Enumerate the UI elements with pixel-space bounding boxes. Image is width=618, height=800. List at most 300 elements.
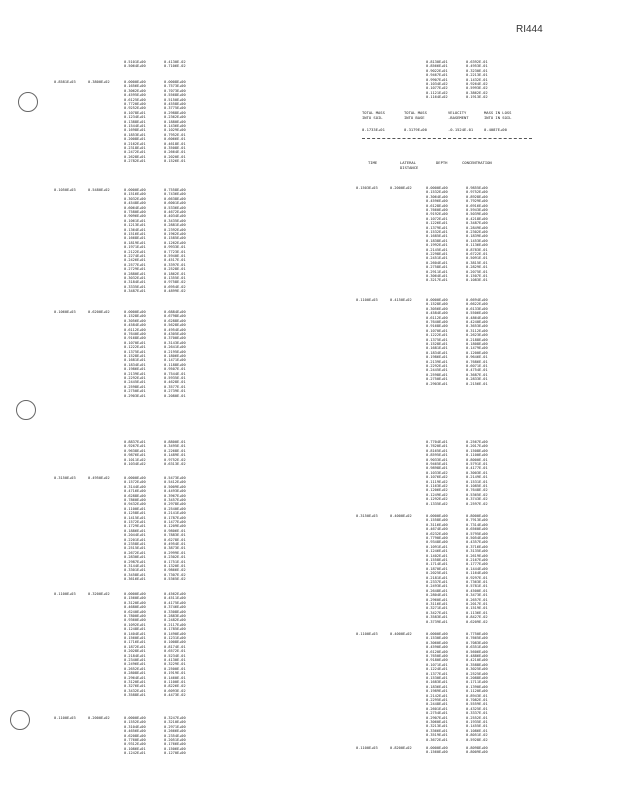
concentration-value: 0.2268E-01 (164, 448, 186, 453)
depth-value: 0.1377E+01 (426, 671, 448, 676)
concentration-value: 0.9758E-02 (164, 280, 186, 285)
concentration-value: 0.3815E-01 (466, 260, 488, 265)
concentration-value: 0.6001E+00 (164, 201, 186, 206)
depth-value: 0.1714E+01 (426, 562, 448, 567)
depth-value: 0.1992E+01 (426, 243, 448, 248)
depth-value: 0.1213E+01 (124, 223, 146, 228)
concentration-value: 0.1777E+00 (466, 562, 488, 567)
concentration-value: 0.2500E-01 (164, 666, 186, 671)
depth-value: 0.1249E+02 (426, 492, 448, 497)
depth-value: 0.1364E+01 (124, 227, 146, 232)
concentration-value: 0.1477E+00 (164, 520, 186, 524)
depth-value: 0.7580E+00 (124, 210, 146, 214)
depth-value: 0.8566E+01 (426, 64, 448, 69)
concentration-value: 0.1507E-01 (466, 274, 488, 278)
hdr-col-2: TOTAL MASS (404, 110, 427, 115)
concentration-value: 0.6638E+00 (164, 196, 186, 201)
concentration-value: 0.2088E+00 (466, 676, 488, 680)
concentration-value: 0.1585E+00 (164, 236, 186, 241)
depth-value: 0.0000E+00 (124, 592, 146, 596)
block-distance-label: 0.4000E+02 (390, 514, 412, 518)
concentration-value: 0.2829E-01 (466, 265, 488, 270)
concentration-value: 0.6884E+00 (164, 310, 186, 314)
concentration-value: 0.4357E+00 (466, 540, 488, 545)
concentration-value: 0.2017E-01 (466, 602, 488, 606)
depth-value: 0.1516E+00 (124, 192, 146, 197)
concentration-value: 0.1270E+00 (164, 751, 186, 756)
depth-value: 0.1070E+01 (124, 340, 146, 345)
depth-value: 0.1528E+00 (124, 314, 146, 319)
depth-value: 0.1838E+01 (426, 238, 448, 243)
concentration-value: 0.6133E+00 (466, 306, 488, 311)
depth-value: 0.3184E+01 (124, 280, 146, 285)
concentration-value: 0.7083E+00 (466, 640, 488, 645)
concentration-value: 0.9752E+00 (466, 190, 488, 195)
concentration-value: 0.8000E+00 (466, 514, 488, 518)
concentration-value: 0.2362E+00 (164, 115, 186, 120)
concentration-value: 0.7665E+00 (466, 636, 488, 641)
block-distance-label: 0.2000E+02 (88, 716, 110, 720)
depth-value: 0.1530E+00 (426, 636, 448, 641)
concentration-value: 0.6288E+00 (164, 318, 186, 323)
concentration-value: 0.8943E-01 (466, 693, 488, 698)
concentration-value: 0.8783E-01 (466, 247, 488, 252)
concentration-value: 0.8009E+00 (466, 750, 488, 755)
depth-value: 0.3335E+01 (124, 284, 146, 289)
concentration-value: 0.7573E+00 (164, 84, 186, 89)
concentration-value: 0.4034E+00 (164, 214, 186, 219)
concentration-value: 0.2540E+00 (164, 506, 186, 511)
depth-value: 0.3487E+01 (124, 289, 146, 294)
depth-value: 0.6064E+00 (124, 205, 146, 210)
depth-value: 0.2903E+01 (124, 393, 146, 398)
depth-value: 0.1683E+01 (426, 680, 448, 685)
depth-value: 0.2122E+01 (124, 249, 146, 254)
concentration-value: 0.4754E-01 (466, 368, 488, 373)
depth-value: 0.1242E+01 (124, 751, 146, 756)
depth-value: 0.1530E+01 (426, 676, 448, 680)
concentration-value: 0.3397E-01 (164, 262, 186, 267)
depth-value: 0.9033E+01 (426, 457, 448, 462)
depth-value: 0.2496E+01 (124, 662, 146, 667)
concentration-value: 0.8000E-01 (466, 457, 488, 462)
depth-value: 0.2804E+01 (426, 593, 448, 598)
depth-value: 0.9180E+00 (426, 658, 448, 663)
concentration-value: 0.2392E+00 (164, 227, 186, 232)
depth-value: 0.2577E+01 (124, 262, 146, 267)
concentration-value: 0.7436E+00 (164, 192, 186, 197)
depth-value: 0.3458E+01 (124, 572, 146, 577)
concentration-value: 0.2080E-01 (164, 393, 186, 398)
depth-value: 0.3583E+01 (426, 615, 448, 620)
depth-value: 0.2758E+01 (426, 265, 448, 270)
concentration-value: 0.1100E+00 (466, 453, 488, 458)
concentration-value: 0.5943E+00 (466, 208, 488, 212)
concentration-value: 0.7750E+00 (466, 632, 488, 636)
concentration-value: 0.8427E-02 (466, 615, 488, 620)
depth-value: 0.4595E+00 (124, 93, 146, 98)
depth-value: 0.4596E+00 (426, 199, 448, 204)
hdr-sub-2: INTO BASE (404, 115, 425, 120)
depth-value: 0.3739E+01 (426, 619, 448, 624)
concentration-value: 0.1209E+00 (164, 524, 186, 529)
concentration-value: 0.2623E+00 (466, 333, 488, 338)
depth-value: 0.2628E+01 (124, 154, 146, 159)
depth-value: 0.3144E+01 (124, 564, 146, 568)
concentration-value: 0.1188E+00 (164, 362, 186, 367)
depth-value: 0.5101E+00 (124, 60, 146, 64)
concentration-value: 0.1519E-01 (466, 606, 488, 611)
concentration-value: 0.2017E+00 (466, 444, 488, 449)
depth-value: 0.2911E+01 (426, 269, 448, 274)
depth-value: 0.1234E+01 (124, 115, 146, 120)
depth-value: 0.1248E+01 (124, 627, 146, 632)
depth-value: 0.2008E+01 (124, 137, 146, 142)
depth-value: 0.1292E+02 (426, 497, 448, 502)
depth-value: 0.1224E+01 (426, 667, 448, 672)
depth-value: 0.9348E+00 (426, 540, 448, 545)
depth-value: 0.1163E+02 (426, 484, 448, 488)
concentration-value: 0.3230E-01 (466, 68, 488, 73)
concentration-value: 0.4511E+00 (164, 596, 186, 601)
concentration-value: 0.1935E-01 (466, 720, 488, 724)
concentration-value: 0.1136E-01 (466, 610, 488, 615)
depth-value: 0.1698E+01 (124, 128, 146, 133)
depth-value: 0.1528E+01 (124, 354, 146, 358)
depth-value: 0.1335E+02 (426, 501, 448, 506)
depth-value: 0.4548E+00 (124, 201, 146, 206)
depth-value: 0.2648E+01 (426, 588, 448, 593)
depth-value: 0.2598E+01 (124, 384, 146, 389)
concentration-value: 0.7952E-01 (164, 132, 186, 137)
block-time-label: 0.1503E+03 (356, 186, 378, 190)
concentration-value: 0.2657E-01 (466, 597, 488, 602)
concentration-value: 0.4130E-02 (164, 60, 186, 64)
depth-value: 0.7640E+00 (426, 320, 448, 324)
hdr-col-1: TOTAL MASS (362, 110, 385, 115)
block-time-label: 0.1060E+03 (54, 310, 76, 314)
concentration-value: 0.7073E+00 (164, 88, 186, 93)
depth-value: 0.7620E+01 (426, 444, 448, 449)
depth-value: 0.1558E+01 (426, 558, 448, 562)
concentration-value: 0.4305E+00 (164, 332, 186, 336)
concentration-value: 0.6209E-02 (466, 619, 488, 624)
concentration-value: 0.1962E+00 (164, 232, 186, 236)
depth-value: 0.0000E+00 (426, 632, 448, 636)
depth-value: 0.6125E+00 (124, 97, 146, 102)
depth-value: 0.2426E+01 (124, 258, 146, 263)
depth-value: 0.2139E+01 (426, 359, 448, 364)
depth-value: 0.2145E+01 (426, 247, 448, 252)
depth-value: 0.1404E+01 (124, 631, 146, 636)
depth-value: 0.1532E+00 (426, 190, 448, 195)
concentration-value: 0.6572E-01 (164, 649, 186, 654)
concentration-value: 0.5091E-01 (466, 256, 488, 261)
concentration-value: 0.2978E+00 (164, 502, 186, 507)
depth-value: 0.1572E+00 (124, 480, 146, 485)
concentration-value: 0.2141E+00 (164, 511, 186, 516)
concentration-value: 0.7648E-02 (466, 488, 488, 493)
concentration-value: 0.1913E-02 (466, 95, 488, 100)
concentration-value: 0.2482E+00 (164, 618, 186, 623)
concentration-value: 0.8098E+00 (466, 746, 488, 750)
depth-value: 0.6112E+00 (124, 327, 146, 332)
depth-value: 0.2601E+01 (426, 706, 448, 711)
concentration-value: 0.2167E+00 (466, 558, 488, 562)
concentration-value: 0.5928E-02 (466, 737, 488, 742)
concentration-value: 0.1787E+00 (164, 515, 186, 520)
depth-value: 0.1834E+01 (426, 350, 448, 355)
depth-value: 0.2028E+01 (124, 649, 146, 654)
th-concentration: CONCENTRATION (462, 160, 492, 165)
depth-value: 0.9360E+00 (124, 618, 146, 623)
concentration-value: 0.7544E-01 (164, 371, 186, 376)
block-time-label: 0.8581E+03 (54, 80, 76, 84)
th-lateral: LATERAL (400, 160, 417, 165)
depth-value: 0.0000E+00 (124, 476, 146, 480)
concentration-value: 0.4500E-01 (466, 588, 488, 593)
concentration-value: 0.1490E+00 (164, 631, 186, 636)
concentration-value: 0.1766E+00 (164, 742, 186, 747)
concentration-value: 0.9933E-01 (164, 245, 186, 250)
punch-hole-bottom (10, 710, 30, 730)
depth-value: 0.7650E+00 (426, 654, 448, 658)
depth-value: 0.1668E+01 (124, 236, 146, 241)
depth-value: 0.1415E+01 (124, 515, 146, 520)
concentration-value: 0.1085E-01 (466, 484, 488, 488)
depth-value: 0.7760E+00 (124, 738, 146, 742)
concentration-value: 0.6313E-02 (164, 462, 186, 466)
depth-value: 0.3519E+01 (426, 733, 448, 738)
depth-value: 0.2142E+01 (426, 693, 448, 698)
concentration-value: 0.2302E+00 (466, 230, 488, 234)
depth-value: 0.1070E+01 (426, 328, 448, 333)
depth-value: 0.1164E+02 (426, 95, 448, 100)
block-time-label: 0.1100E+03 (356, 746, 378, 750)
depth-value: 0.2830E+01 (124, 555, 146, 560)
hdr-sub-1: INTO SOIL (362, 115, 383, 120)
depth-value: 0.6232E+00 (426, 531, 448, 536)
block-distance-label: 0.4000E+02 (390, 632, 412, 636)
concentration-value: 0.1880E+00 (164, 119, 186, 124)
depth-value: 0.9192E+00 (426, 212, 448, 217)
depth-value: 0.1836E+01 (426, 684, 448, 689)
depth-value: 0.2493E+01 (426, 584, 448, 589)
depth-value: 0.6120E+00 (426, 649, 448, 654)
concentration-value: 0.1806E+00 (164, 354, 186, 358)
depth-value: 0.9907E+01 (426, 77, 448, 82)
concentration-value: 0.2354E+00 (164, 733, 186, 738)
concentration-value: 0.1479E+00 (466, 346, 488, 351)
concentration-value: 0.3775E+00 (164, 106, 186, 111)
concentration-value: 0.4210E+00 (466, 658, 488, 663)
depth-value: 0.9876E+01 (124, 453, 146, 458)
depth-value: 0.2808E+01 (124, 671, 146, 676)
depth-value: 0.2750E+01 (426, 377, 448, 382)
concentration-value: 0.3687E-01 (466, 372, 488, 377)
concentration-value: 0.3247E+00 (164, 716, 186, 720)
concentration-value: 0.4886E+00 (466, 654, 488, 658)
depth-value: 0.2025E+01 (426, 571, 448, 576)
depth-value: 0.1375E+01 (426, 337, 448, 342)
depth-value: 0.2181E+01 (426, 575, 448, 580)
hdr-sub-4: INTO IN SOIL (484, 115, 512, 120)
concentration-value: 0.1711E+00 (466, 680, 488, 685)
depth-value: 0.6112E+00 (426, 315, 448, 320)
concentration-value: 0.1164E+00 (466, 571, 488, 576)
concentration-value: 0.3308E+00 (164, 609, 186, 614)
concentration-value: 0.7913E+00 (466, 518, 488, 523)
depth-value: 0.7720E+00 (124, 102, 146, 106)
depth-value: 0.7640E+00 (124, 332, 146, 336)
concentration-value: 0.4240E+00 (466, 320, 488, 324)
concentration-value: 0.5606E+00 (466, 649, 488, 654)
depth-value: 0.1034E+02 (124, 462, 146, 466)
depth-value: 0.1379E+01 (426, 225, 448, 230)
concentration-value: 0.4130E-01 (164, 658, 186, 662)
concentration-value: 0.6093E-02 (164, 688, 186, 693)
depth-value: 0.2604E+01 (426, 260, 448, 265)
depth-value: 0.2960E+01 (426, 597, 448, 602)
depth-value: 0.4716E+00 (124, 489, 146, 494)
depth-value: 0.3427E+01 (426, 610, 448, 615)
depth-value: 0.2292E+01 (426, 364, 448, 368)
depth-value: 0.1071E+01 (426, 662, 448, 667)
depth-value: 0.2184E+01 (124, 653, 146, 658)
concentration-value: 0.7686E-01 (466, 359, 488, 364)
depth-value: 0.3064E+01 (426, 274, 448, 278)
concentration-value: 0.5935E-01 (164, 376, 186, 380)
concentration-value: 0.9264E-02 (466, 82, 488, 86)
depth-value: 0.2598E+01 (426, 372, 448, 377)
depth-value: 0.1853E+01 (124, 132, 146, 137)
concentration-value: 0.9866E-02 (164, 568, 186, 573)
concentration-value: 0.4325E-01 (466, 706, 488, 711)
depth-value: 0.2044E+01 (124, 533, 146, 538)
concentration-value: 0.4672E+00 (164, 210, 186, 214)
concentration-value: 0.1086E-01 (466, 728, 488, 733)
concentration-value: 0.1919E-01 (164, 671, 186, 676)
concentration-value: 0.2988E+00 (164, 110, 186, 115)
concentration-value: 0.3143E+00 (164, 340, 186, 345)
depth-value: 0.2445E+01 (124, 380, 146, 385)
concentration-value: 0.1862E-01 (164, 271, 186, 276)
concentration-value: 0.2213E-01 (466, 73, 488, 78)
depth-value: 0.1388E+01 (124, 119, 146, 124)
depth-value: 0.4590E+00 (426, 645, 448, 650)
depth-value: 0.0000E+00 (124, 716, 146, 720)
depth-value: 0.1532E+01 (426, 230, 448, 234)
depth-value: 0.3064E+00 (426, 194, 448, 199)
concentration-value: 0.4517E-01 (164, 258, 186, 263)
concentration-value: 0.3135E+00 (466, 549, 488, 554)
concentration-value: 0.7929E+00 (466, 199, 488, 204)
block-distance-label: 0.4150E+02 (390, 298, 412, 302)
concentration-value: 0.6798E+00 (164, 314, 186, 319)
block-time-label: 0.1100E+03 (356, 632, 378, 636)
concentration-value: 0.6392E-01 (466, 60, 488, 64)
depth-value: 0.9638E+01 (124, 448, 146, 453)
concentration-value: 0.2302E-01 (164, 555, 186, 560)
block-distance-label: 0.8200E+02 (390, 746, 412, 750)
depth-value: 0.1034E+02 (426, 82, 448, 86)
depth-value: 0.2880E+01 (124, 271, 146, 276)
concentration-value: 0.5473E+00 (164, 476, 186, 480)
concentration-value: 0.5791E-01 (466, 462, 488, 466)
concentration-value: 0.8226E-02 (164, 684, 186, 689)
depth-value: 0.8837E+01 (124, 440, 146, 444)
concentration-value: 0.4628E-01 (164, 380, 186, 385)
depth-value: 0.2964E+01 (124, 675, 146, 680)
concentration-value: 0.3700E+00 (164, 336, 186, 341)
concentration-value: 0.4899E-02 (164, 289, 186, 294)
depth-value: 0.1572E+01 (124, 520, 146, 524)
concentration-value: 0.5506E+00 (466, 311, 488, 316)
depth-value: 0.9096E+00 (124, 214, 146, 219)
depth-value: 0.1121E+02 (426, 90, 448, 95)
concentration-value: 0.3025E+00 (466, 667, 488, 672)
depth-value: 0.1072E+01 (426, 216, 448, 221)
concentration-value: 0.7558E+00 (164, 188, 186, 192)
concentration-value: 0.2641E+00 (164, 345, 186, 350)
block-distance-label: 0.3800E+02 (88, 80, 110, 84)
depth-value: 0.1834E+01 (124, 362, 146, 367)
depth-value: 0.7660E+00 (426, 208, 448, 212)
concentration-value: 0.5054E+00 (466, 536, 488, 540)
concentration-value: 0.3653E+00 (466, 324, 488, 329)
concentration-value: 0.4953E-01 (466, 64, 488, 69)
depth-value: 0.2907E+01 (426, 715, 448, 720)
concentration-value: 0.3473E-01 (466, 593, 488, 598)
block-time-label: 0.1050E+03 (54, 188, 76, 192)
depth-value: 0.6240E+00 (124, 609, 146, 614)
block-distance-label: 0.6200E+02 (88, 310, 110, 314)
concentration-value: 0.1455E-01 (466, 724, 488, 729)
concentration-value: 0.2188E+00 (466, 337, 488, 342)
depth-value: 0.3056E+00 (426, 306, 448, 311)
depth-value: 0.4584E+00 (426, 311, 448, 316)
header-divider (362, 138, 532, 139)
concentration-value: 0.5412E+00 (164, 480, 186, 485)
depth-value: 0.1077E+02 (426, 86, 448, 91)
depth-value: 0.6128E+00 (426, 203, 448, 208)
block-time-label: 0.1100E+03 (54, 716, 76, 720)
concentration-value: 0.1785E+00 (164, 627, 186, 632)
page-id: RI444 (516, 24, 543, 35)
block-time-label: 0.1100E+03 (356, 298, 378, 302)
depth-value: 0.1544E+01 (124, 124, 146, 128)
concentration-value: 0.8928E+00 (466, 194, 488, 199)
depth-value: 0.1986E+01 (426, 355, 448, 360)
concentration-value: 0.3967E+00 (164, 493, 186, 498)
depth-value: 0.1971E+01 (124, 245, 146, 250)
depth-value: 0.3120E+00 (124, 600, 146, 605)
depth-value: 0.4674E+00 (426, 527, 448, 532)
depth-value: 0.2139E+01 (124, 371, 146, 376)
depth-value: 0.2445E+01 (426, 368, 448, 373)
depth-value: 0.1656E+00 (124, 84, 146, 89)
concentration-value: 0.6694E+00 (466, 298, 488, 302)
depth-value: 0.3116E+00 (426, 522, 448, 527)
depth-value: 0.3056E+00 (124, 318, 146, 323)
concentration-value: 0.2020E-01 (164, 154, 186, 159)
hdr-val-2: 0.3179E+00 (404, 127, 427, 132)
depth-value: 0.1528E+01 (426, 342, 448, 346)
depth-value: 0.3588E+01 (124, 693, 146, 698)
depth-value: 0.2472E+01 (124, 150, 146, 155)
depth-value: 0.2295E+01 (426, 698, 448, 702)
concentration-value: 0.3457E+00 (164, 498, 186, 502)
